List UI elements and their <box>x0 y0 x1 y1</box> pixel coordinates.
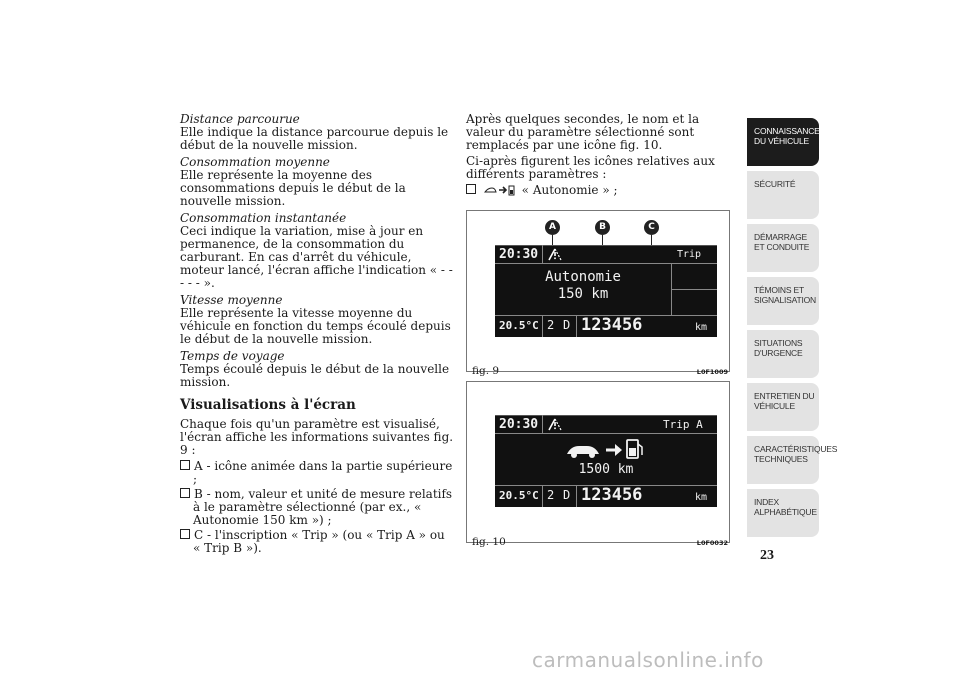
distance-title: Distance parcourue <box>180 112 300 126</box>
checkbox-icon <box>180 529 190 539</box>
tab-index-alphabetique[interactable]: INDEX ALPHABÉTIQUE <box>747 489 819 537</box>
checkbox-icon <box>466 184 476 194</box>
gear-mode: D <box>563 318 571 332</box>
odometer: 123456 <box>581 315 643 335</box>
tab-securite[interactable]: SÉCURITÉ <box>747 171 819 219</box>
odometer-unit: km <box>695 322 708 333</box>
param-value: 1500 km <box>578 462 634 477</box>
trip-label: Trip A <box>663 418 703 431</box>
consumption-inst-title: Consommation instantanée <box>180 211 347 225</box>
fig10-caption: fig. 10 <box>472 536 506 548</box>
display-text: Chaque fois qu'un paramètre est visualisé, l'écran affiche les informations suivantes fig. 9 : <box>180 417 454 457</box>
callout-c: C <box>644 220 659 235</box>
para-icons-list: Ci-après figurent les icônes relatives aux différents paramètres : <box>466 154 715 181</box>
odometer: 123456 <box>581 485 643 505</box>
speed-avg-text: Elle représente la vitesse moyenne du véhicule en fonction du temps écoulé depuis le début de la nouvelle mission. <box>180 306 451 346</box>
fig10-code: L0F0032 <box>696 539 728 547</box>
clock: 20:30 <box>499 247 539 262</box>
param-value: 150 km <box>557 286 609 302</box>
consumption-inst-text: Ceci indique la variation, mise à jour en permanence, de la consommation du carburant. En cas d'arrêt du véhicule, moteur lancé, l'écran affiche l'indication « - - - - - ». <box>180 224 453 290</box>
tab-situations-urgence[interactable]: SITUATIONS D'URGENCE <box>747 330 819 378</box>
display-heading: Visualisations à l'écran <box>180 397 356 413</box>
outside-temp: 20.5°C <box>499 489 539 502</box>
checkbox-icon <box>180 488 190 498</box>
page-number: 23 <box>760 548 774 563</box>
odometer-unit: km <box>695 492 708 503</box>
warning-icon <box>547 418 567 431</box>
bullet-c: C - l'inscription « Trip » (ou « Trip A » ou « Trip B »). <box>180 529 455 555</box>
travel-time-title: Temps de voyage <box>180 349 285 363</box>
gear-mode: D <box>563 488 571 502</box>
para-replaced: Après quelques secondes, le nom et la valeur du paramètre sélectionné sont remplacés par une icône fig. 10. <box>466 112 700 152</box>
tab-entretien-du-vehicule[interactable]: ENTRETIEN DU VÉHICULE <box>747 383 819 431</box>
warning-icon <box>547 248 567 261</box>
fig9-caption: fig. 9 <box>472 365 500 377</box>
outside-temp: 20.5°C <box>499 319 539 332</box>
param-name: Autonomie <box>545 269 621 285</box>
watermark: carmanualsonline.info <box>532 648 764 672</box>
distance-text: Elle indique la distance parcourue depuis le début de la nouvelle mission. <box>180 125 449 152</box>
gear-number: 2 <box>547 318 555 332</box>
checkbox-icon <box>180 460 190 470</box>
trip-label: Trip <box>677 249 702 260</box>
dashboard-display <box>495 245 717 337</box>
figure-9 <box>466 210 730 372</box>
gear-number: 2 <box>547 488 555 502</box>
tab-connaissance-du-vehicule[interactable]: CONNAISSANCE DU VÉHICULE <box>747 118 819 166</box>
callout-b: B <box>595 220 610 235</box>
autonomy-item: « Autonomie » ; <box>466 184 728 197</box>
tab-temoins-et-signalisation[interactable]: TÉMOINS ET SIGNALISATION <box>747 277 819 325</box>
consumption-avg-text: Elle représente la moyenne des consommations depuis le début de la nouvelle mission. <box>180 168 406 208</box>
travel-time-text: Temps écoulé depuis le début de la nouvelle mission. <box>180 362 450 389</box>
bullet-a: A - icône animée dans la partie supérieure ; <box>180 460 455 486</box>
dashboard-display <box>495 415 717 507</box>
car-arrow-fuel-icon <box>565 437 647 461</box>
fig9-code: L0F1009 <box>696 368 728 376</box>
bullet-b: B - nom, valeur et unité de mesure relatifs à le paramètre sélectionné (par ex., « Autonomie 150 km ») ; <box>180 488 455 527</box>
clock: 20:30 <box>499 417 539 432</box>
figure-10 <box>466 381 730 543</box>
left-text-column <box>180 113 455 555</box>
car-arrow-fuel-icon <box>484 184 518 196</box>
speed-avg-title: Vitesse moyenne <box>180 293 283 307</box>
tab-demarrage-et-conduite[interactable]: DÉMARRAGE ET CONDUITE <box>747 224 819 272</box>
callout-a: A <box>545 220 560 235</box>
tab-caracteristiques-techniques[interactable]: CARACTÉRISTIQUES TECHNIQUES <box>747 436 819 484</box>
consumption-avg-title: Consommation moyenne <box>180 155 330 169</box>
right-text-column <box>466 113 728 197</box>
